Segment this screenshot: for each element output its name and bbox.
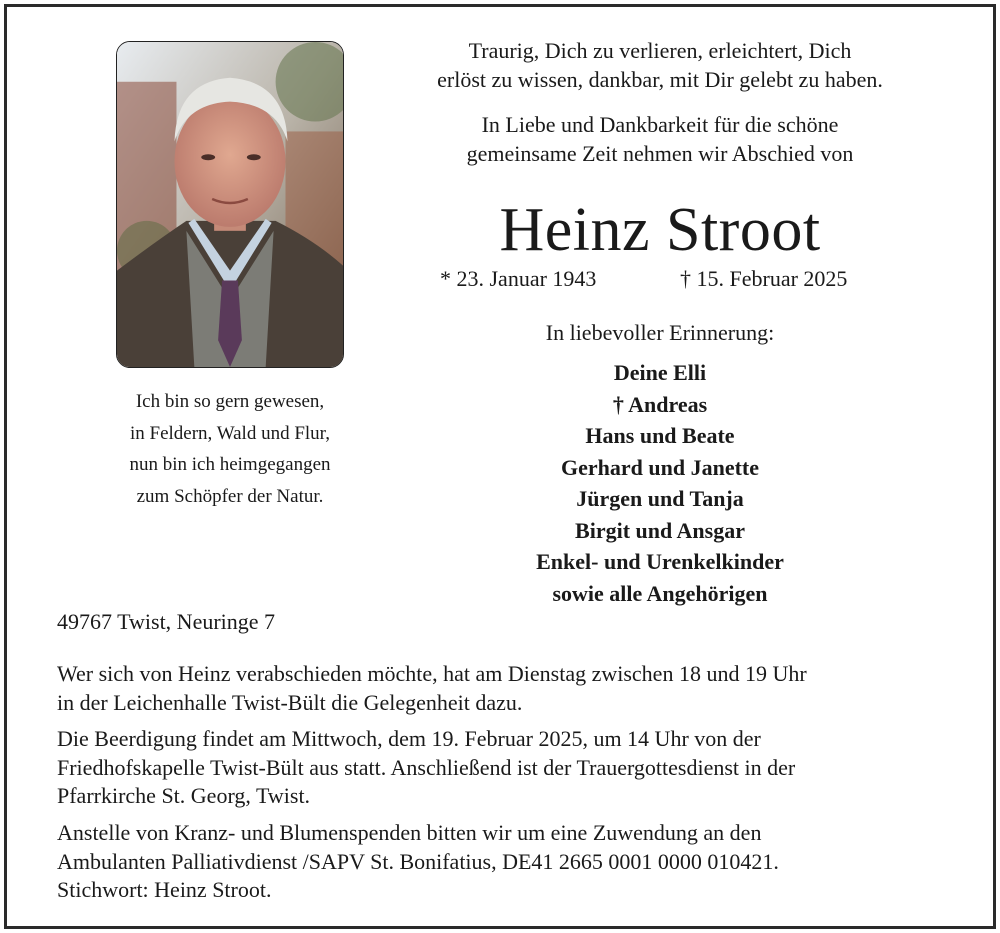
- family-member: † Andreas: [612, 391, 708, 417]
- paragraph-line: in der Leichenhalle Twist-Bült die Gelegenheit dazu.: [57, 689, 523, 715]
- intro-line: Traurig, Dich zu verlieren, erleichtert, Dich: [468, 38, 852, 63]
- paragraph-line: Anstelle von Kranz- und Blumenspenden bitten wir um eine Zuwendung an den: [57, 820, 762, 845]
- intro-line: erlöst zu wissen, dankbar, mit Dir gelebt zu haben.: [437, 67, 883, 92]
- deceased-name: Heinz Stroot: [499, 196, 821, 264]
- funeral-paragraph: [57, 725, 795, 811]
- family-member: Deine Elli: [613, 360, 707, 385]
- memory-heading: In liebevoller Erinnerung:: [545, 320, 775, 345]
- poem-line: Ich bin so gern gewesen,: [135, 391, 325, 412]
- paragraph-line: Pfarrkirche St. Georg, Twist.: [57, 783, 311, 808]
- paragraph-line: Ambulanten Palliativdienst /SAPV St. Bonifatius, DE41 2665 0001 0000 010421.: [57, 848, 779, 874]
- family-list: [350, 357, 970, 609]
- portrait-photo: [116, 41, 344, 368]
- family-member: Enkel- und Urenkelkinder: [536, 549, 784, 574]
- poem-line: in Feldern, Wald und Flur,: [129, 422, 330, 444]
- paragraph-line: Die Beerdigung findet am Mittwoch, dem 19. Februar 2025, um 14 Uhr von der: [57, 726, 761, 751]
- paragraph-line: Friedhofskapelle Twist-Bült aus statt. Anschließend ist der Trauergottesdienst in der: [57, 754, 796, 780]
- paragraph-line: Stichwort: Heinz Stroot.: [57, 877, 272, 902]
- poem-line: nun bin ich heimgegangen: [129, 454, 331, 475]
- intro-quote: [350, 36, 970, 94]
- intro-farewell: [350, 110, 970, 168]
- donation-paragraph: [57, 819, 779, 905]
- poem-line: zum Schöpfer der Natur.: [136, 485, 324, 507]
- family-member: Jürgen und Tanja: [576, 486, 744, 511]
- poem: [70, 386, 390, 512]
- address: 49767 Twist, Neuringe 7: [57, 609, 276, 634]
- viewing-paragraph: [57, 660, 807, 717]
- birth-date: * 23. Januar 1943: [440, 266, 597, 291]
- intro-line: In Liebe und Dankbarkeit für die schöne: [481, 112, 839, 137]
- death-date: † 15. Februar 2025: [680, 266, 848, 291]
- family-member: Hans und Beate: [585, 423, 735, 448]
- family-member: Birgit und Ansgar: [575, 517, 745, 543]
- family-member: Gerhard und Janette: [561, 454, 759, 480]
- intro-line: gemeinsame Zeit nehmen wir Abschied von: [466, 141, 854, 166]
- family-member: sowie alle Angehörigen: [552, 580, 768, 606]
- paragraph-line: Wer sich von Heinz verabschieden möchte, hat am Dienstag zwischen 18 und 19 Uhr: [57, 661, 807, 686]
